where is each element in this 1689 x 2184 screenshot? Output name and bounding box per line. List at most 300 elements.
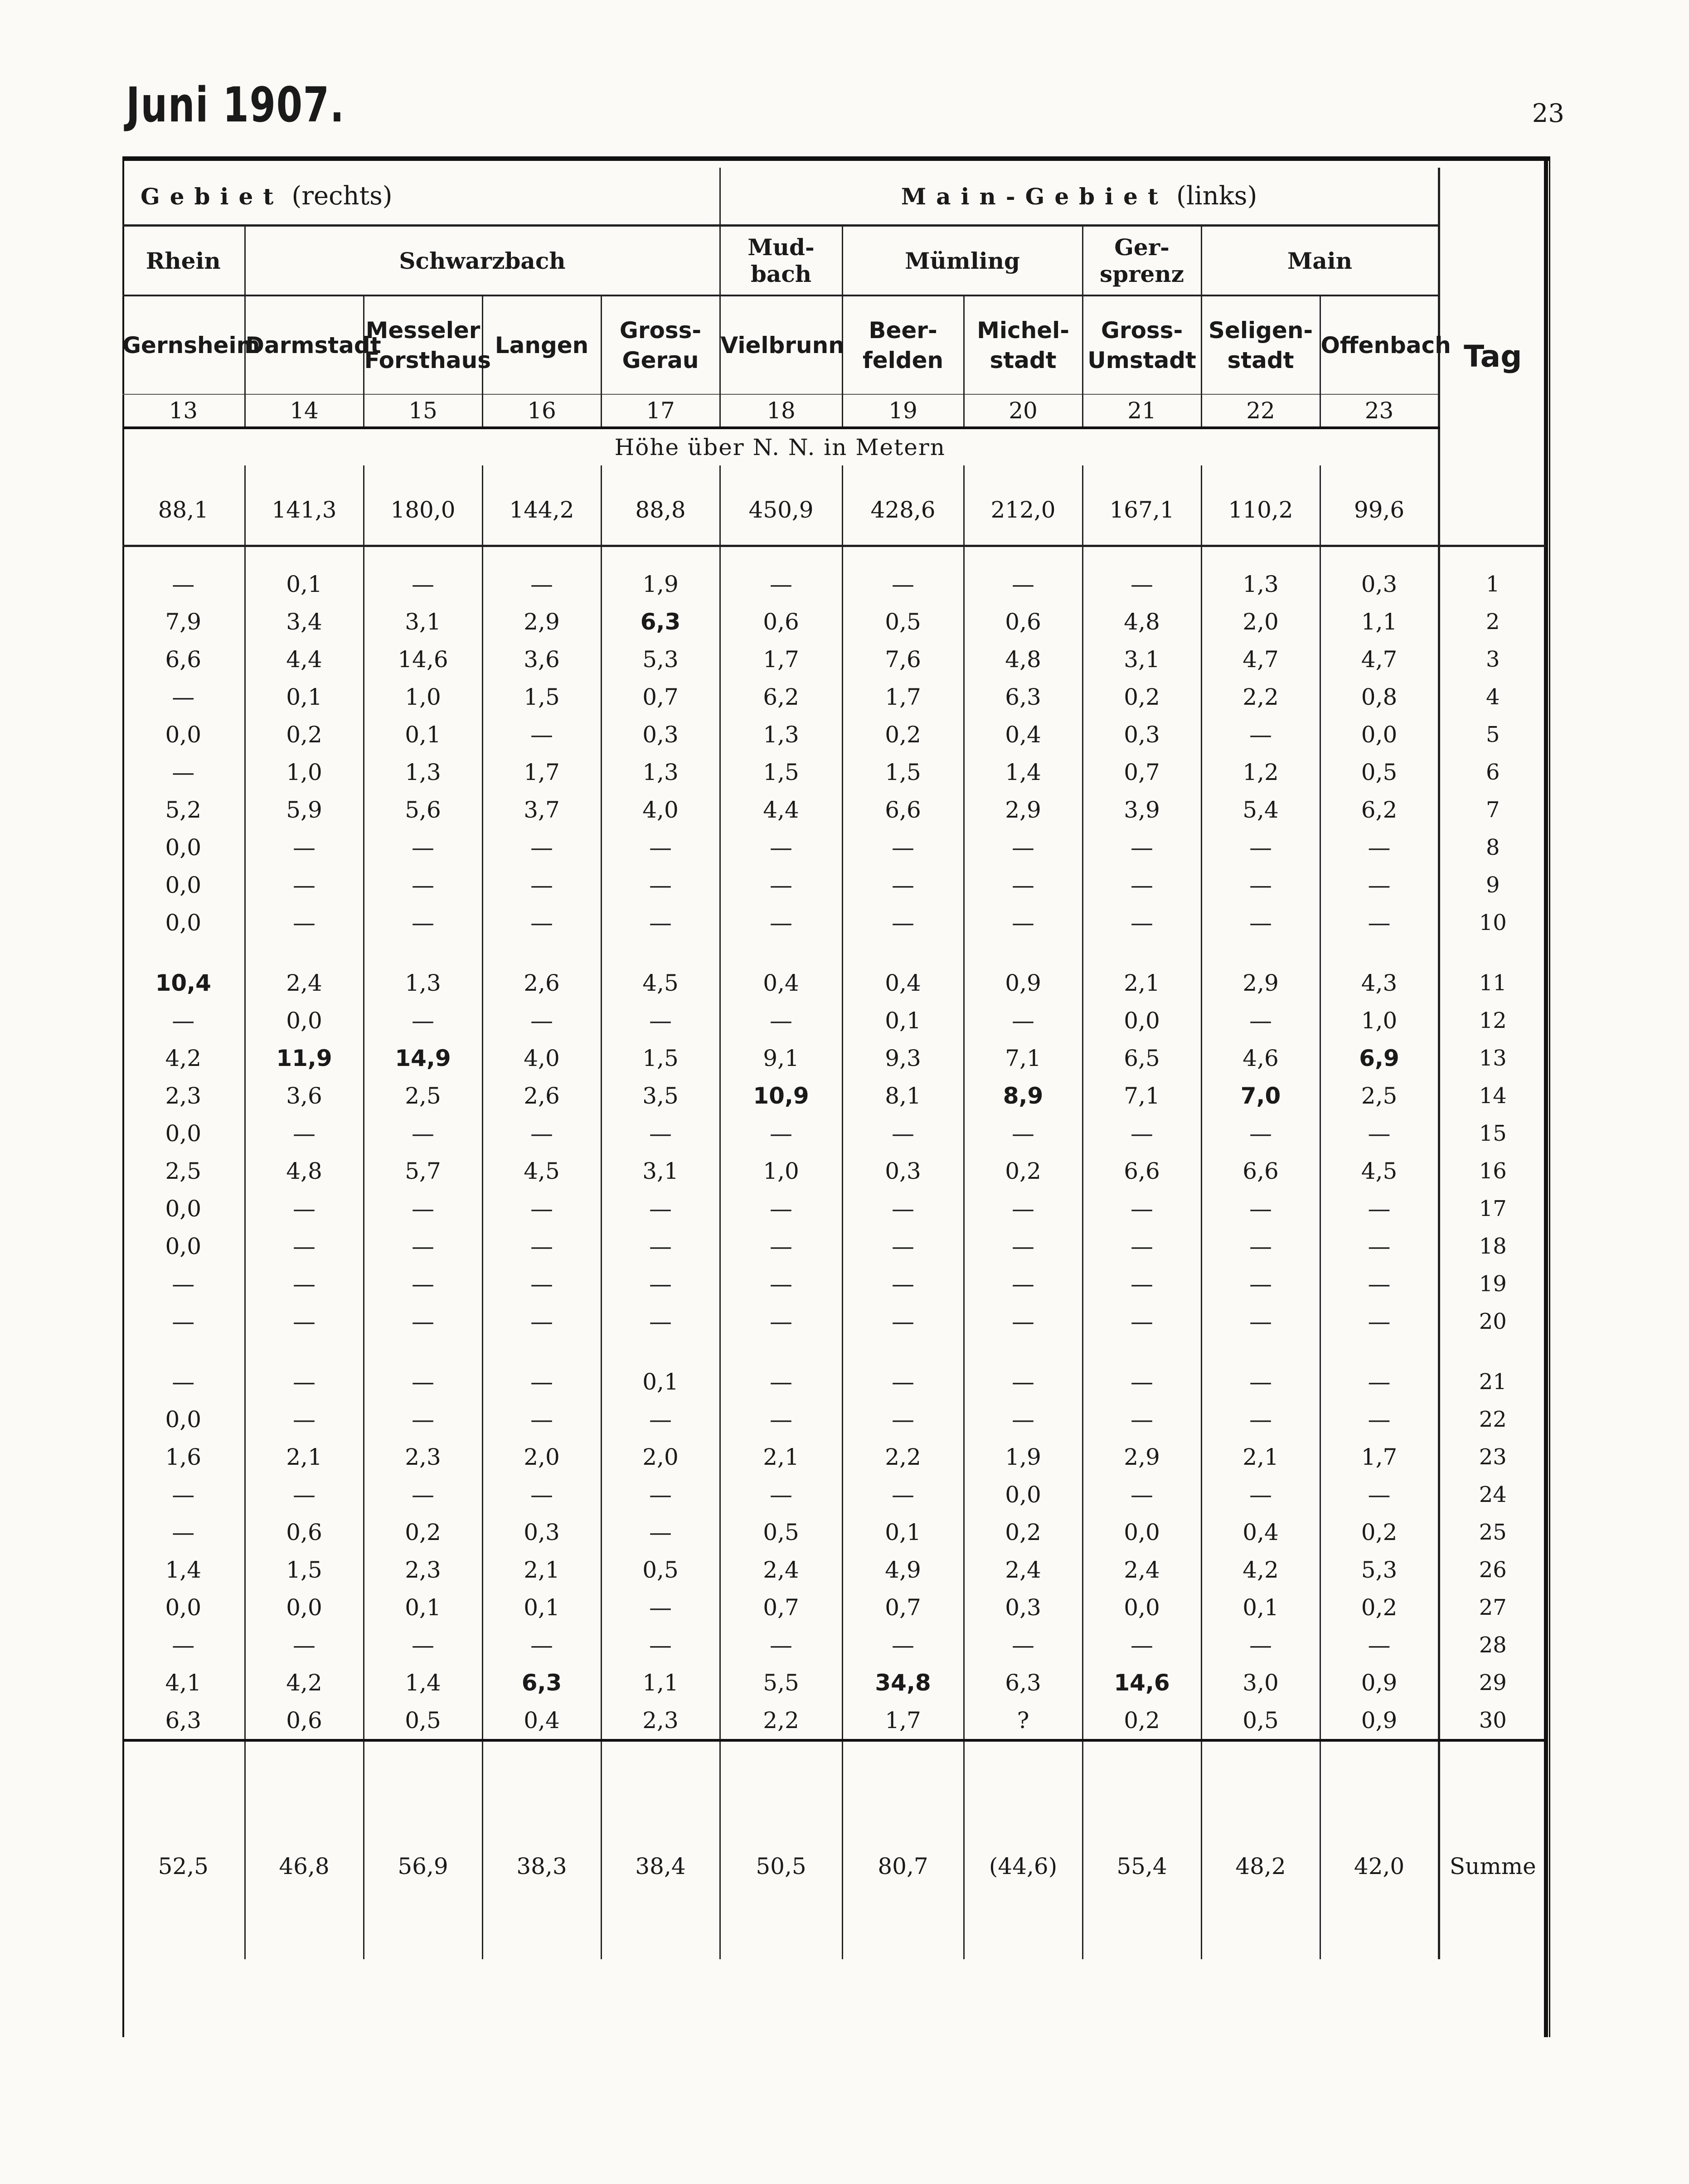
- rain-value: —: [1320, 1340, 1439, 1400]
- spacer-cell: [720, 546, 842, 566]
- rain-value: —: [245, 866, 364, 904]
- rain-value: 0,4: [964, 716, 1082, 753]
- rain-value: 0,8: [1320, 678, 1439, 716]
- river-main: [1201, 226, 1439, 296]
- rain-value: —: [720, 1340, 842, 1400]
- rain-value: 0,5: [1320, 753, 1439, 791]
- rain-value: 1,7: [482, 753, 601, 791]
- rain-value: —: [720, 1002, 842, 1039]
- rain-value: 0,0: [165, 1195, 202, 1222]
- rain-value: —: [482, 1626, 601, 1664]
- rain-value: —: [720, 828, 842, 866]
- rain-value: 0,6: [720, 603, 842, 640]
- rain-value: 2,0: [601, 1438, 720, 1476]
- rain-value: 2,5: [165, 1157, 202, 1184]
- rain-value: 3,7: [482, 791, 601, 828]
- rain-value: 1,0: [245, 753, 364, 791]
- rain-value: —: [964, 866, 1082, 904]
- rain-value: —: [1320, 1265, 1439, 1303]
- table-row: [122, 904, 1546, 941]
- top-rule: [122, 156, 1550, 161]
- rain-value: —: [601, 1476, 720, 1513]
- bold-rain-value: 11,9: [276, 1045, 332, 1071]
- sum-value: 42,0: [1320, 1740, 1439, 1959]
- rain-value: 3,1: [601, 1152, 720, 1190]
- rain-value: 1,5: [601, 1039, 720, 1077]
- day-number: 10: [1439, 904, 1546, 941]
- station-number: 16: [482, 394, 601, 428]
- table-row: [122, 1077, 1546, 1114]
- rain-value: —: [482, 866, 601, 904]
- bold-rain-value: 6,9: [1359, 1045, 1399, 1071]
- rain-value: —: [1320, 866, 1439, 904]
- rain-value: —: [842, 1265, 964, 1303]
- rain-value: 2,3: [601, 1701, 720, 1740]
- rain-value: 0,4: [1201, 1513, 1320, 1551]
- rain-value: 0,3: [482, 1513, 601, 1551]
- rain-value: —: [964, 1002, 1082, 1039]
- rain-value: —: [601, 828, 720, 866]
- rain-value: 2,0: [1201, 603, 1320, 640]
- river-label: Main: [1287, 247, 1353, 274]
- page-title: Juni 1907.: [126, 77, 345, 133]
- rain-value: 6,2: [1320, 791, 1439, 828]
- rain-value: —: [245, 904, 364, 941]
- station-elevation: 212,0: [964, 465, 1082, 546]
- rain-value: —: [364, 1265, 482, 1303]
- day-number: 23: [1439, 1438, 1546, 1476]
- elevation-row: [122, 465, 1546, 546]
- table-row: [122, 1513, 1546, 1551]
- rain-value: 4,5: [601, 941, 720, 1002]
- station-name: Vielbrunn: [720, 295, 842, 394]
- rain-value: 1,2: [1201, 753, 1320, 791]
- day-number: 7: [1439, 791, 1546, 828]
- rain-value: 0,7: [1082, 753, 1201, 791]
- rain-value: 2,9: [1201, 941, 1320, 1002]
- rainfall-table-sheet: [122, 156, 1550, 2037]
- rain-value: 4,3: [1320, 941, 1439, 1002]
- rain-value: 2,1: [720, 1438, 842, 1476]
- rain-value: —: [482, 1227, 601, 1265]
- rain-value: —: [720, 1114, 842, 1152]
- rain-value: —: [364, 1303, 482, 1340]
- rain-value: 2,4: [245, 941, 364, 1002]
- rain-value: 6,6: [1201, 1152, 1320, 1190]
- rain-value: [601, 603, 720, 640]
- rain-value: —: [482, 1190, 601, 1227]
- rain-value: —: [1320, 1227, 1439, 1265]
- rain-value: —: [601, 1513, 720, 1551]
- spacer-cell: [842, 546, 964, 566]
- rain-value: 3,4: [245, 603, 364, 640]
- table-row: [122, 640, 1546, 678]
- sum-value: 46,8: [245, 1740, 364, 1959]
- rain-value: —: [172, 1368, 195, 1395]
- rain-value: —: [1320, 1190, 1439, 1227]
- bold-rain-value: 8,9: [1003, 1082, 1043, 1109]
- rain-value: —: [1082, 1190, 1201, 1227]
- rain-value: —: [364, 1476, 482, 1513]
- rain-value: —: [172, 1007, 195, 1034]
- rain-value: 0,4: [720, 941, 842, 1002]
- rain-value: 0,0: [1082, 1513, 1201, 1551]
- station-elevation: 88,1: [122, 465, 245, 546]
- rain-value: —: [1082, 828, 1201, 866]
- rain-value: 7,1: [1082, 1077, 1201, 1114]
- rain-value: —: [364, 828, 482, 866]
- rain-value: 0,3: [964, 1588, 1082, 1626]
- rain-value: 6,3: [165, 1707, 202, 1734]
- rain-value: —: [842, 828, 964, 866]
- day-number: 1: [1439, 565, 1546, 603]
- rain-value: —: [1201, 1303, 1320, 1340]
- rain-value: —: [1320, 1400, 1439, 1438]
- table-row: [122, 1476, 1546, 1513]
- spacer-cell: [482, 546, 601, 566]
- rain-value: —: [1201, 866, 1320, 904]
- rain-value: —: [364, 1190, 482, 1227]
- rain-value: [482, 1664, 601, 1701]
- rain-value: 0,5: [601, 1551, 720, 1588]
- region-header-row: [122, 168, 1546, 226]
- rain-value: —: [245, 1340, 364, 1400]
- rain-value: 1,6: [165, 1443, 202, 1470]
- day-number: 12: [1439, 1002, 1546, 1039]
- station-elevation: 450,9: [720, 465, 842, 546]
- rain-value: 0,9: [1320, 1664, 1439, 1701]
- rain-value: 3,1: [364, 603, 482, 640]
- day-number: 3: [1439, 640, 1546, 678]
- rain-value: —: [720, 1400, 842, 1438]
- rain-value: —: [1082, 1340, 1201, 1400]
- table-row: [122, 716, 1546, 753]
- sum-value: 38,3: [482, 1740, 601, 1959]
- rain-value: —: [842, 1340, 964, 1400]
- rain-value: 2,1: [245, 1438, 364, 1476]
- rain-value: —: [842, 1303, 964, 1340]
- station-number-row: [122, 394, 1546, 428]
- elevation-caption: Höhe über N. N. in Metern: [614, 434, 946, 460]
- rain-value: —: [1082, 1400, 1201, 1438]
- rain-value: 5,5: [720, 1664, 842, 1701]
- rain-value: [1201, 1077, 1320, 1114]
- rain-value: —: [482, 1002, 601, 1039]
- rain-value: 0,3: [1082, 716, 1201, 753]
- rain-value: —: [1082, 1626, 1201, 1664]
- rain-value: 5,6: [364, 791, 482, 828]
- rain-value: 9,1: [720, 1039, 842, 1077]
- rain-value: 4,8: [245, 1152, 364, 1190]
- rain-value: —: [364, 1002, 482, 1039]
- station-number: 13: [122, 394, 245, 428]
- station-name: Messeler Forsthaus: [364, 295, 482, 394]
- rainfall-table: [122, 168, 1546, 1959]
- rain-value: 0,0: [165, 1406, 202, 1433]
- rain-value: 0,2: [1320, 1588, 1439, 1626]
- rain-value: —: [964, 1227, 1082, 1265]
- day-number: 8: [1439, 828, 1546, 866]
- station-name: Offenbach: [1320, 295, 1439, 394]
- river-row: [122, 226, 1546, 296]
- table-row: [122, 603, 1546, 640]
- rain-value: —: [601, 904, 720, 941]
- spacer-cell: [1320, 546, 1439, 566]
- rain-value: —: [842, 1114, 964, 1152]
- rain-value: —: [964, 1626, 1082, 1664]
- rain-value: 0,0: [245, 1002, 364, 1039]
- station-number: 17: [601, 394, 720, 428]
- rain-value: —: [364, 1340, 482, 1400]
- station-number: 20: [964, 394, 1082, 428]
- rain-value: —: [1082, 1114, 1201, 1152]
- rain-value: 2,9: [482, 603, 601, 640]
- rain-value: —: [720, 565, 842, 603]
- rain-value: 0,0: [165, 1233, 202, 1259]
- rain-value: 4,2: [165, 1045, 202, 1071]
- spacer-cell: [1082, 546, 1201, 566]
- rain-value: 2,5: [1320, 1077, 1439, 1114]
- day-number: 15: [1439, 1114, 1546, 1152]
- rain-value: —: [245, 1400, 364, 1438]
- river-schwarzbach: [245, 226, 720, 296]
- rain-value: 4,9: [842, 1551, 964, 1588]
- river-label: Rhein: [146, 247, 221, 274]
- day-number: 25: [1439, 1513, 1546, 1551]
- station-elevation: 428,6: [842, 465, 964, 546]
- station-number: 18: [720, 394, 842, 428]
- rain-value: 5,4: [1201, 791, 1320, 828]
- rain-value: [842, 1664, 964, 1701]
- rain-value: —: [1201, 1340, 1320, 1400]
- day-number: 26: [1439, 1551, 1546, 1588]
- spacer-row: [122, 546, 1546, 566]
- day-number: 29: [1439, 1664, 1546, 1701]
- rain-value: 6,5: [1082, 1039, 1201, 1077]
- rain-value: —: [1201, 716, 1320, 753]
- table-row: [122, 1039, 1546, 1077]
- rain-value: 1,3: [364, 753, 482, 791]
- rain-value: 4,5: [1320, 1152, 1439, 1190]
- sum-value: 80,7: [842, 1740, 964, 1959]
- day-number: 28: [1439, 1626, 1546, 1664]
- station-number: 19: [842, 394, 964, 428]
- rain-value: 4,4: [720, 791, 842, 828]
- table-row: [122, 828, 1546, 866]
- rain-value: 1,1: [601, 1664, 720, 1701]
- rain-value: 0,5: [720, 1513, 842, 1551]
- rain-value: 0,4: [482, 1701, 601, 1740]
- rain-value: 0,4: [842, 941, 964, 1002]
- rain-value: 4,2: [245, 1664, 364, 1701]
- spacer-cell: [1201, 546, 1320, 566]
- bold-rain-value: 6,3: [521, 1669, 562, 1696]
- table-row: [122, 1438, 1546, 1476]
- rain-value: —: [482, 1114, 601, 1152]
- rain-value: 0,0: [165, 834, 202, 861]
- rain-value: 0,0: [964, 1476, 1082, 1513]
- rain-value: —: [720, 866, 842, 904]
- rain-value: —: [1201, 904, 1320, 941]
- rain-value: 0,1: [842, 1002, 964, 1039]
- rain-value: —: [364, 904, 482, 941]
- region-left-title: Main-Gebiet: [901, 183, 1169, 210]
- rain-value: 4,8: [964, 640, 1082, 678]
- table-row: [122, 565, 1546, 603]
- rain-value: 3,1: [1082, 640, 1201, 678]
- rain-value: 0,0: [1320, 716, 1439, 753]
- rain-value: 2,4: [720, 1551, 842, 1588]
- region-right: [122, 168, 720, 226]
- region-right-title: Gebiet: [141, 183, 284, 210]
- rain-value: —: [172, 571, 195, 597]
- rain-value: —: [964, 1400, 1082, 1438]
- rain-value: —: [482, 716, 601, 753]
- bold-rain-value: 7,0: [1240, 1082, 1281, 1109]
- rain-value: 0,1: [482, 1588, 601, 1626]
- rain-value: 0,6: [245, 1701, 364, 1740]
- rain-value: —: [720, 904, 842, 941]
- sum-value: 38,4: [601, 1740, 720, 1959]
- rain-value: —: [245, 1227, 364, 1265]
- rain-value: 1,5: [245, 1551, 364, 1588]
- rain-value: —: [842, 904, 964, 941]
- rain-value: 2,0: [482, 1438, 601, 1476]
- table-row: [122, 1588, 1546, 1626]
- rain-value: 1,9: [601, 565, 720, 603]
- rain-value: 0,7: [601, 678, 720, 716]
- rain-value: —: [964, 904, 1082, 941]
- rain-value: 4,1: [165, 1669, 202, 1696]
- rain-value: 2,1: [1082, 941, 1201, 1002]
- river-muemling: [842, 226, 1082, 296]
- rain-value: 2,6: [482, 1077, 601, 1114]
- sum-value: 55,4: [1082, 1740, 1201, 1959]
- rain-value: —: [1082, 1265, 1201, 1303]
- rain-value: 3,5: [601, 1077, 720, 1114]
- bold-rain-value: 10,4: [155, 969, 211, 996]
- day-number: 11: [1439, 941, 1546, 1002]
- rain-value: 8,1: [842, 1077, 964, 1114]
- station-elevation: 144,2: [482, 465, 601, 546]
- station-name: Michel- stadt: [964, 295, 1082, 394]
- day-number: 16: [1439, 1152, 1546, 1190]
- rain-value: 1,0: [1320, 1002, 1439, 1039]
- rain-value: —: [1201, 828, 1320, 866]
- day-number: 27: [1439, 1588, 1546, 1626]
- rain-value: 14,6: [364, 640, 482, 678]
- rain-value: —: [1082, 866, 1201, 904]
- rain-value: —: [482, 565, 601, 603]
- rain-value: 2,2: [842, 1438, 964, 1476]
- rain-value: —: [720, 1303, 842, 1340]
- rain-value: —: [172, 1632, 195, 1658]
- day-number: 14: [1439, 1077, 1546, 1114]
- rain-value: 7,1: [964, 1039, 1082, 1077]
- rain-value: 0,0: [245, 1588, 364, 1626]
- rain-value: —: [1320, 828, 1439, 866]
- rain-value: 2,3: [165, 1082, 202, 1109]
- rain-value: 7,6: [842, 640, 964, 678]
- rain-value: —: [964, 1190, 1082, 1227]
- table-row: [122, 1626, 1546, 1664]
- rain-value: [364, 1039, 482, 1077]
- rain-value: 0,0: [1082, 1002, 1201, 1039]
- rain-value: 2,2: [1201, 678, 1320, 716]
- rain-value: 1,0: [364, 678, 482, 716]
- rain-value: 0,5: [1201, 1701, 1320, 1740]
- rain-value: 2,4: [964, 1551, 1082, 1588]
- rain-value: 9,3: [842, 1039, 964, 1077]
- bold-rain-value: 10,9: [753, 1082, 809, 1109]
- table-row: [122, 1002, 1546, 1039]
- day-number: 17: [1439, 1190, 1546, 1227]
- rain-value: —: [601, 1303, 720, 1340]
- station-name: Gross- Gerau: [601, 295, 720, 394]
- rain-value: 1,3: [1201, 565, 1320, 603]
- rain-value: 0,0: [165, 721, 202, 748]
- rain-value: 0,5: [364, 1701, 482, 1740]
- rain-value: 0,0: [165, 1120, 202, 1147]
- day-number: 20: [1439, 1303, 1546, 1340]
- rain-value: 2,9: [1082, 1438, 1201, 1476]
- rain-value: [1320, 1039, 1439, 1077]
- spacer-cell: [364, 546, 482, 566]
- table-row: [122, 1114, 1546, 1152]
- rain-value: —: [601, 1626, 720, 1664]
- rain-value: 3,0: [1201, 1664, 1320, 1701]
- rain-value: 1,3: [720, 716, 842, 753]
- rain-value: 4,2: [1201, 1551, 1320, 1588]
- rain-value: —: [601, 1588, 720, 1626]
- rain-value: 4,8: [1082, 603, 1201, 640]
- rain-value: —: [245, 1303, 364, 1340]
- rain-value: —: [172, 1481, 195, 1508]
- rain-value: 2,1: [1201, 1438, 1320, 1476]
- table-row: [122, 753, 1546, 791]
- river-gersprenz: [1082, 226, 1201, 296]
- region-left: [720, 168, 1439, 226]
- rain-value: [964, 1077, 1082, 1114]
- rain-value: —: [482, 1476, 601, 1513]
- rain-value: 4,0: [482, 1039, 601, 1077]
- rain-value: 2,2: [720, 1701, 842, 1740]
- spacer-cell: [601, 546, 720, 566]
- station-number: 21: [1082, 394, 1201, 428]
- tag-header: Tag: [1439, 168, 1546, 546]
- station-name: Seligen- stadt: [1201, 295, 1320, 394]
- rain-value: —: [172, 1270, 195, 1297]
- rain-value: —: [1082, 1476, 1201, 1513]
- day-number: 13: [1439, 1039, 1546, 1077]
- rain-value: —: [601, 1190, 720, 1227]
- rain-value: —: [601, 1114, 720, 1152]
- rain-value: —: [1201, 1190, 1320, 1227]
- rain-value: 4,6: [1201, 1039, 1320, 1077]
- bold-rain-value: 6,3: [640, 608, 681, 635]
- rain-value: —: [245, 1265, 364, 1303]
- bold-rain-value: 14,6: [1114, 1669, 1170, 1696]
- rain-value: —: [364, 1114, 482, 1152]
- rain-value: 6,6: [1082, 1152, 1201, 1190]
- table-row: [122, 941, 1546, 1002]
- station-name: Beer- felden: [842, 295, 964, 394]
- day-number: 21: [1439, 1340, 1546, 1400]
- rain-value: —: [601, 1265, 720, 1303]
- rain-value: 0,1: [364, 716, 482, 753]
- rain-value: —: [1201, 1626, 1320, 1664]
- station-number: 14: [245, 394, 364, 428]
